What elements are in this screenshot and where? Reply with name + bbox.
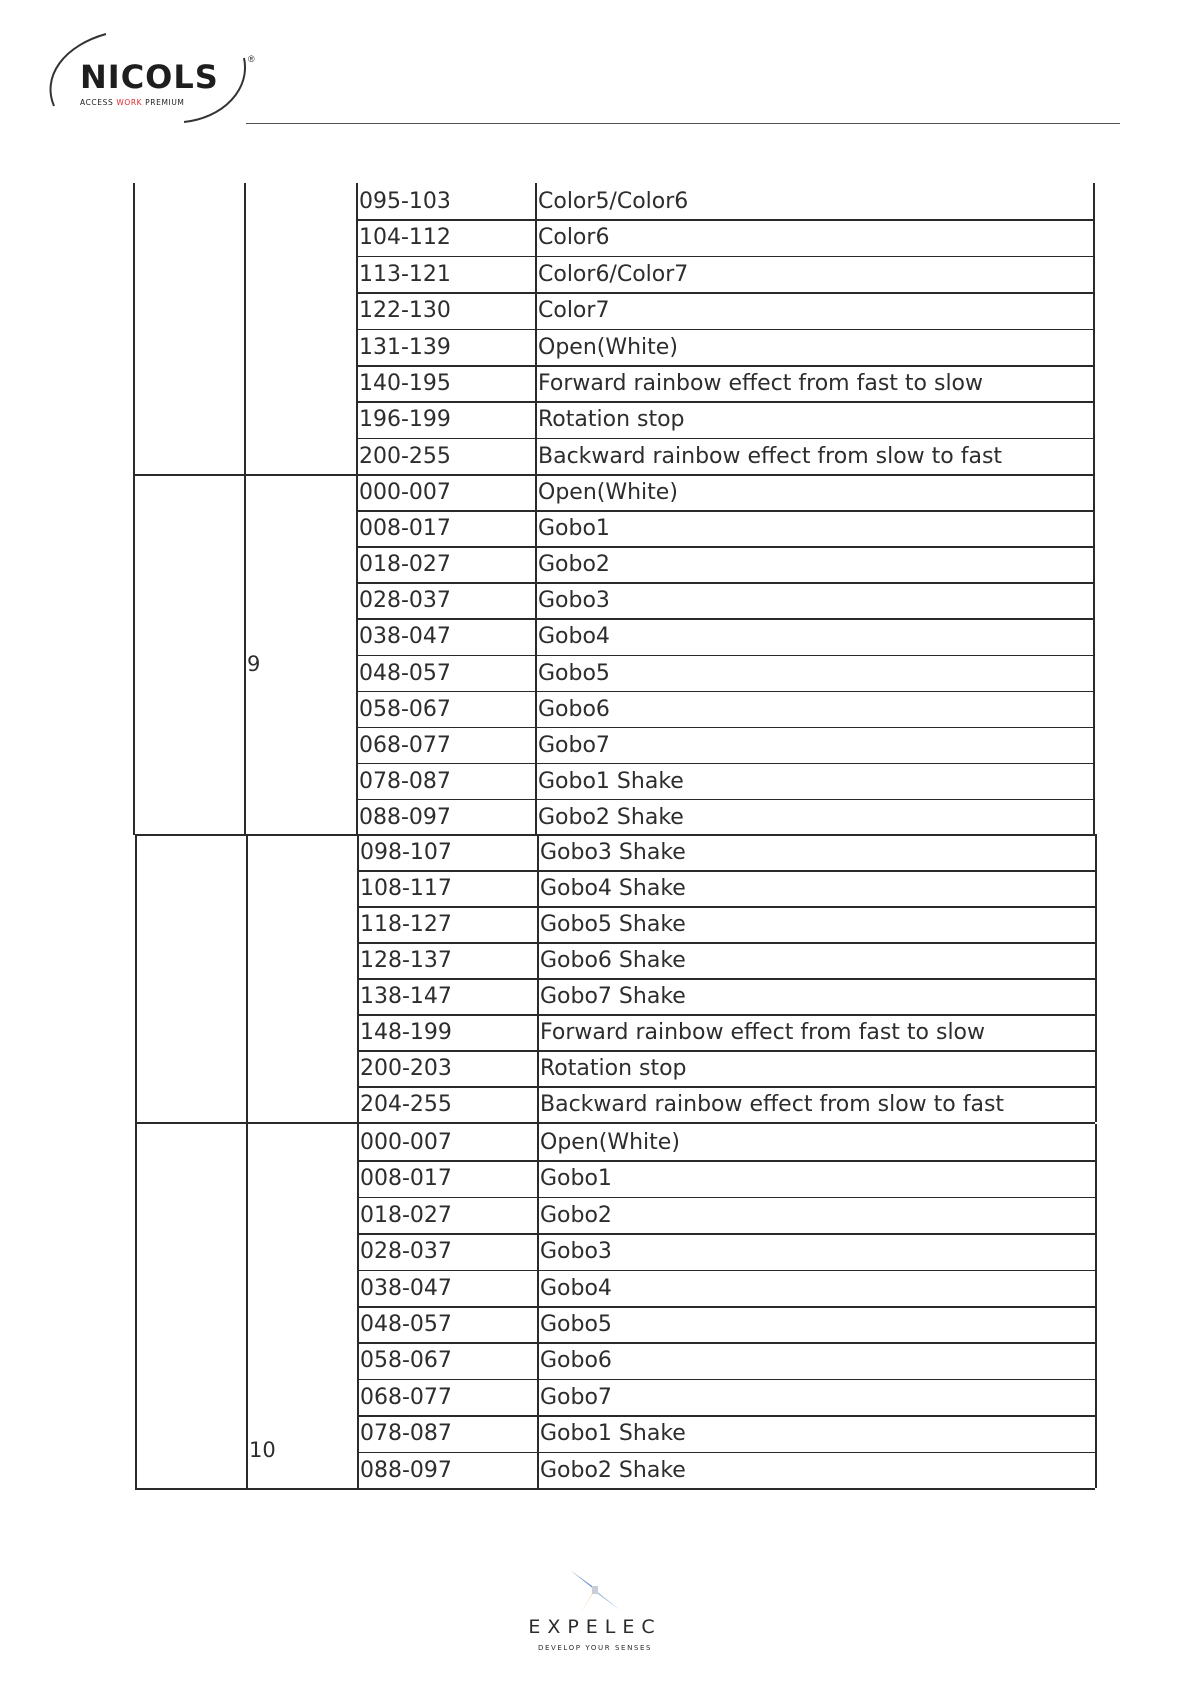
row-rule xyxy=(356,438,1093,440)
function-cell: Gobo1 Shake xyxy=(538,768,684,794)
brand-name: NICOLS xyxy=(80,58,219,96)
function-cell: Gobo7 xyxy=(540,1384,612,1410)
function-cell: Forward rainbow effect from fast to slow xyxy=(540,1020,986,1045)
dmx-range-cell: 113-121 xyxy=(359,261,451,287)
function-cell: Gobo7 xyxy=(538,732,610,758)
function-cell: Gobo6 Shake xyxy=(540,948,686,973)
function-cell: Rotation stop xyxy=(540,1056,687,1081)
function-cell: Gobo2 xyxy=(538,552,610,578)
footer-tagline: DEVELOP YOUR SENSES xyxy=(537,1644,653,1652)
row-rule xyxy=(135,1122,1095,1124)
row-rule xyxy=(135,1488,1095,1490)
row-rule xyxy=(135,834,1095,836)
function-cell: Gobo4 Shake xyxy=(540,876,686,901)
row-rule xyxy=(357,1379,1095,1381)
dmx-range-cell: 138-147 xyxy=(360,984,452,1009)
dmx-range-cell: 128-137 xyxy=(360,948,452,973)
function-cell: Color6/Color7 xyxy=(538,261,689,287)
function-cell: Gobo7 Shake xyxy=(540,984,686,1009)
function-cell: Color7 xyxy=(538,298,610,324)
row-rule xyxy=(357,1342,1095,1344)
column-rule xyxy=(246,834,248,1122)
function-cell: Gobo1 Shake xyxy=(540,1421,686,1447)
function-cell: Gobo1 xyxy=(538,516,610,542)
column-rule xyxy=(1093,183,1095,474)
row-rule xyxy=(133,474,1093,476)
row-rule xyxy=(356,256,1093,258)
function-cell: Color5/Color6 xyxy=(538,189,689,214)
function-cell: Rotation stop xyxy=(538,407,685,433)
dmx-range-cell: 131-139 xyxy=(359,334,451,360)
row-rule xyxy=(356,618,1093,620)
nicols-logo xyxy=(44,28,254,128)
dmx-range-cell: 028-037 xyxy=(360,1239,452,1265)
brand-tagline: ACCESS WORK PREMIUM xyxy=(80,98,185,107)
dmx-range-cell: 078-087 xyxy=(359,768,451,794)
row-rule xyxy=(356,763,1093,765)
function-cell: Color6 xyxy=(538,225,610,251)
function-cell: Gobo6 xyxy=(538,696,610,722)
row-rule xyxy=(357,870,1095,872)
dmx-range-cell: 148-199 xyxy=(360,1020,452,1045)
dmx-range-cell: 038-047 xyxy=(359,624,451,650)
row-rule xyxy=(357,1306,1095,1308)
dmx-range-cell: 108-117 xyxy=(360,876,452,901)
dmx-range-cell: 000-007 xyxy=(359,480,451,505)
dmx-range-cell: 068-077 xyxy=(360,1384,452,1410)
row-rule xyxy=(357,1160,1095,1162)
expelec-logo xyxy=(520,1560,670,1670)
dmx-range-cell: 008-017 xyxy=(359,516,451,542)
function-cell: Open(White) xyxy=(540,1130,680,1155)
expelec-star-icon xyxy=(520,1560,670,1616)
row-rule xyxy=(357,1014,1095,1016)
column-rule xyxy=(244,183,246,474)
row-rule xyxy=(356,329,1093,331)
row-rule xyxy=(357,1270,1095,1272)
dmx-range-cell: 018-027 xyxy=(360,1202,452,1228)
dmx-range-cell: 000-007 xyxy=(360,1130,452,1155)
dmx-range-cell: 068-077 xyxy=(359,732,451,758)
dmx-range-cell: 048-057 xyxy=(360,1312,452,1337)
function-cell: Gobo4 xyxy=(540,1275,612,1301)
row-rule xyxy=(356,219,1093,221)
row-rule xyxy=(356,365,1093,367)
function-cell: Open(White) xyxy=(538,480,678,505)
dmx-range-cell: 095-103 xyxy=(359,189,451,214)
function-cell: Gobo2 Shake xyxy=(540,1457,686,1483)
dmx-range-cell: 122-130 xyxy=(359,298,451,324)
column-rule xyxy=(133,474,135,835)
row-rule xyxy=(356,799,1093,801)
registered-mark: ® xyxy=(248,54,255,64)
dmx-range-cell: 204-255 xyxy=(360,1092,452,1117)
dmx-range-cell: 038-047 xyxy=(360,1275,452,1301)
column-rule xyxy=(244,474,246,835)
dmx-range-cell: 018-027 xyxy=(359,552,451,578)
function-cell: Gobo5 xyxy=(538,660,610,686)
row-rule xyxy=(356,292,1093,294)
column-rule xyxy=(133,183,135,474)
function-cell: Gobo4 xyxy=(538,624,610,650)
dmx-range-cell: 048-057 xyxy=(359,660,451,686)
row-rule xyxy=(357,942,1095,944)
row-rule xyxy=(357,1452,1095,1454)
function-cell: Forward rainbow effect from fast to slow xyxy=(538,371,984,396)
function-cell: Gobo2 Shake xyxy=(538,804,684,830)
row-rule xyxy=(356,401,1093,403)
function-cell: Gobo3 xyxy=(540,1239,612,1265)
function-cell: Gobo6 xyxy=(540,1348,612,1374)
row-rule xyxy=(356,510,1093,512)
function-cell: Gobo1 xyxy=(540,1166,612,1192)
function-cell: Gobo3 xyxy=(538,588,610,614)
column-rule xyxy=(246,1124,248,1488)
dmx-range-cell: 008-017 xyxy=(360,1166,452,1192)
dmx-range-cell: 200-203 xyxy=(360,1056,452,1081)
dmx-range-cell: 078-087 xyxy=(360,1421,452,1447)
dmx-range-cell: 088-097 xyxy=(360,1457,452,1483)
column-rule xyxy=(1093,474,1095,835)
row-rule xyxy=(356,691,1093,693)
row-rule xyxy=(356,655,1093,657)
dmx-range-cell: 140-195 xyxy=(359,371,451,396)
column-rule xyxy=(1095,834,1097,1122)
header-divider xyxy=(246,123,1120,124)
row-rule xyxy=(357,1086,1095,1088)
row-rule xyxy=(357,1197,1095,1199)
function-cell: Backward rainbow effect from slow to fast xyxy=(538,443,1003,469)
dmx-range-cell: 098-107 xyxy=(360,840,452,865)
row-rule xyxy=(357,978,1095,980)
dmx-range-cell: 118-127 xyxy=(360,912,452,937)
row-rule xyxy=(357,1415,1095,1417)
dmx-range-cell: 196-199 xyxy=(359,407,451,433)
function-cell: Gobo3 Shake xyxy=(540,840,686,865)
row-rule xyxy=(357,1233,1095,1235)
column-rule xyxy=(1095,1124,1097,1488)
function-cell: Open(White) xyxy=(538,334,678,360)
dmx-range-cell: 088-097 xyxy=(359,804,451,830)
channel-number: 10 xyxy=(249,1438,276,1462)
channel-number: 9 xyxy=(247,652,261,676)
row-rule xyxy=(356,546,1093,548)
function-cell: Gobo2 xyxy=(540,1202,612,1228)
row-rule xyxy=(356,582,1093,584)
row-rule xyxy=(356,727,1093,729)
footer-brand: EXPELEC xyxy=(528,1616,662,1638)
row-rule xyxy=(357,906,1095,908)
dmx-range-cell: 058-067 xyxy=(359,696,451,722)
column-rule xyxy=(135,834,137,1122)
dmx-range-cell: 104-112 xyxy=(359,225,451,251)
function-cell: Gobo5 xyxy=(540,1312,612,1337)
dmx-range-cell: 058-067 xyxy=(360,1348,452,1374)
column-rule xyxy=(135,1124,137,1488)
row-rule xyxy=(357,1050,1095,1052)
function-cell: Gobo5 Shake xyxy=(540,912,686,937)
dmx-range-cell: 200-255 xyxy=(359,443,451,469)
function-cell: Backward rainbow effect from slow to fast xyxy=(540,1092,1005,1117)
dmx-range-cell: 028-037 xyxy=(359,588,451,614)
